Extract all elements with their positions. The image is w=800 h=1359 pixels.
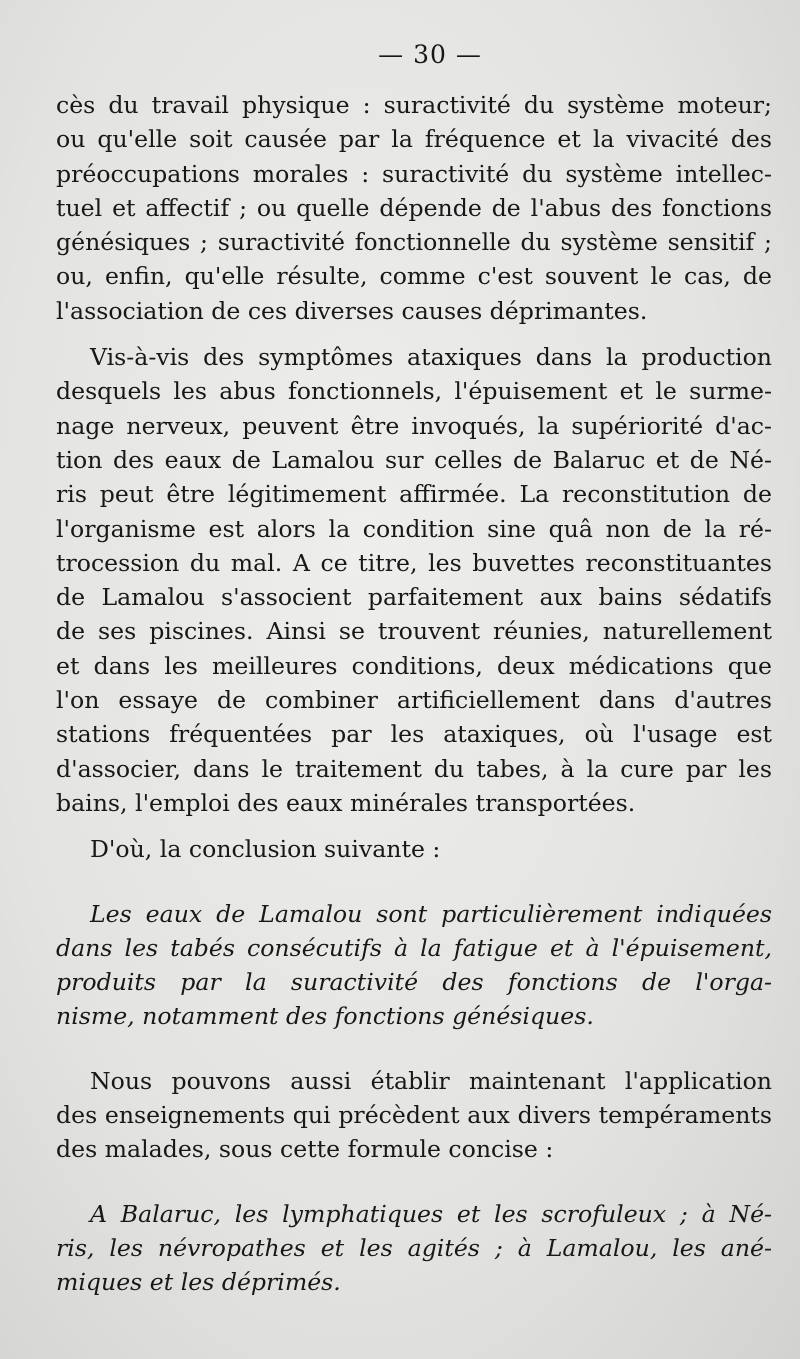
text-line: A Balaruc, les lymphatiques et les scrofuleux ; à Né- [90, 1199, 772, 1228]
text-line: préoccupations morales : suractivité du système intellec- [56, 159, 772, 188]
text-line: l'on essaye de combiner artificiellement dans d'autres [56, 686, 772, 715]
text-line: et dans les meilleures conditions, deux médications que [56, 651, 772, 680]
text-line: tuel et affectif ; ou quelle dépende de l'abus des fonctions [56, 193, 772, 222]
text-line: miques et les déprimés. [56, 1268, 341, 1297]
text-line: nage nerveux, peuvent être invoqués, la supériorité d'ac- [56, 411, 772, 440]
text-line: dans les tabés consécutifs à la fatigue et à l'épuisement, [56, 933, 772, 962]
text-line: trocession du mal. A ce titre, les buvettes reconstituantes [56, 548, 772, 577]
text-line: ris peut être légitimement affirmée. La reconstitution de [56, 480, 772, 509]
text-line: stations fréquentées par les ataxiques, où l'usage est [56, 720, 772, 749]
text-line: Vis-à-vis des symptômes ataxiques dans la production [90, 343, 772, 372]
text-line: nisme, notamment des fonctions génésiques. [56, 1002, 594, 1031]
text-line: Les eaux de Lamalou sont particulièrement indiquées [90, 899, 772, 928]
text-line: ou qu'elle soit causée par la fréquence et la vivacité des [56, 125, 772, 154]
text-line: des malades, sous cette formule concise : [56, 1135, 554, 1164]
text-line: l'association de ces diverses causes déprimantes. [56, 296, 648, 325]
text-line: produits par la suractivité des fonctions de l'orga- [56, 968, 772, 997]
page-body [56, 88, 772, 1300]
page-number: — 30 — [378, 40, 482, 69]
paragraph [56, 340, 772, 820]
text-line: desquels les abus fonctionnels, l'épuisement et le surme- [56, 377, 772, 406]
text-line: cès du travail physique : suractivité du système moteur; [56, 91, 772, 119]
text-line: l'organisme est alors la condition sine quâ non de la ré- [56, 514, 772, 543]
text-line: d'associer, dans le traitement du tabes, à la cure par les [56, 754, 772, 783]
text-line: des enseignements qui précèdent aux divers tempéraments [56, 1101, 772, 1130]
paragraph [56, 832, 772, 866]
text-line: ou, enfin, qu'elle résulte, comme c'est souvent le cas, de [56, 262, 772, 291]
text-line: génésiques ; suractivité fonctionnelle du système sensitif ; [56, 228, 772, 257]
text-line: bains, l'emploi des eaux minérales transportées. [56, 788, 636, 817]
text-line: tion des eaux de Lamalou sur celles de Balaruc et de Né- [56, 445, 772, 474]
italic-conclusion [56, 897, 772, 1034]
text-line: Nous pouvons aussi établir maintenant l'application [90, 1066, 772, 1095]
paragraph [56, 88, 772, 328]
text-line: de ses piscines. Ainsi se trouvent réunies, naturellement [56, 617, 772, 646]
text-line: ris, les névropathes et les agités ; à Lamalou, les ané- [56, 1233, 772, 1262]
text-line: D'où, la conclusion suivante : [90, 835, 441, 864]
text-line: de Lamalou s'associent parfaitement aux bains sédatifs [56, 583, 772, 612]
italic-formula [56, 1197, 772, 1300]
paragraph [56, 1064, 772, 1167]
